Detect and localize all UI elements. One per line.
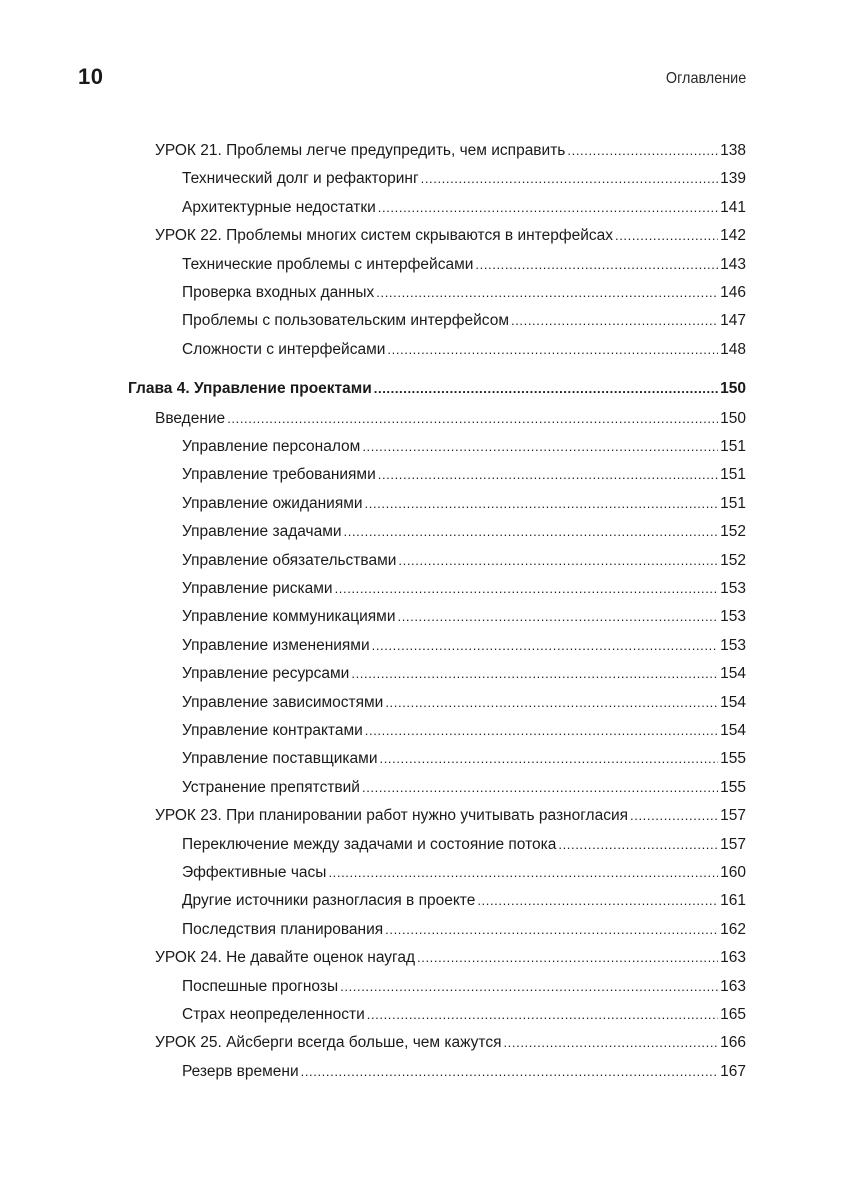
running-head: Оглавление	[665, 70, 746, 87]
toc-lesson-entry[interactable]	[155, 1029, 746, 1057]
toc-entry-title: УРОК 24. Не давайте оценок наугад	[155, 949, 416, 967]
toc-leader-dots	[301, 1058, 719, 1086]
toc-entry-page: 166	[720, 1034, 746, 1052]
toc-sub-entry[interactable]	[182, 603, 746, 631]
toc-leader-dots	[558, 831, 718, 859]
toc-sub-entry[interactable]	[182, 575, 746, 603]
toc-entry-title: Проверка входных данных	[182, 284, 375, 301]
toc-entry-page: 150	[720, 409, 746, 427]
toc-sub-entry[interactable]	[182, 916, 746, 944]
toc-sub-entry[interactable]	[182, 1001, 746, 1029]
toc-entry-page: 151	[720, 466, 746, 484]
toc-entry-title: Сложности с интерфейсами	[182, 340, 386, 358]
toc-leader-dots	[379, 745, 718, 773]
toc-entry-page: 141	[720, 198, 746, 216]
toc-leader-dots	[378, 194, 718, 222]
toc-leader-dots	[630, 802, 718, 830]
toc-entry-title: Проблемы с пользовательским интерфейсом	[182, 312, 509, 330]
toc-entry-title: Глава 4. Управление проектами	[128, 380, 372, 398]
toc-chapter-entry[interactable]	[128, 375, 746, 403]
toc-leader-dots	[372, 632, 719, 660]
toc-entry-page: 167	[720, 1062, 746, 1080]
toc-entry-page: 157	[720, 807, 746, 825]
toc-entry-page: 153	[720, 608, 746, 626]
toc-sub-entry[interactable]	[182, 461, 746, 489]
toc-entry-page: 154	[720, 693, 746, 711]
toc-lesson-entry[interactable]	[155, 944, 746, 972]
toc-entry-title: Управление поставщиками	[182, 750, 378, 768]
toc-entry-title: Управление требованиями	[182, 466, 376, 484]
toc-entry-page: 161	[720, 892, 746, 910]
toc-leader-dots	[365, 490, 719, 518]
toc-sub-entry[interactable]	[182, 973, 746, 1001]
toc-entry-page: 154	[720, 722, 746, 739]
toc-leader-dots	[567, 137, 718, 165]
toc-entry-title: УРОК 21. Проблемы легче предупредить, чем исправить	[155, 142, 566, 159]
page-number: 10	[78, 64, 104, 89]
toc-entry-page: 146	[720, 284, 746, 301]
toc-entry-page: 153	[720, 580, 746, 597]
toc-sub-entry[interactable]	[182, 251, 746, 279]
toc-entry-title: Введение	[155, 409, 226, 427]
toc-leader-dots	[385, 689, 718, 717]
toc-leader-dots	[615, 222, 718, 250]
toc-entry-page: 139	[720, 170, 746, 188]
toc-entry-title: Управление рисками	[182, 580, 333, 597]
toc-entry-title: Управление контрактами	[182, 722, 363, 739]
toc-leader-dots	[362, 433, 718, 461]
toc-leader-dots	[398, 547, 718, 575]
toc-sub-entry[interactable]	[182, 632, 746, 660]
toc-entry-title: Управление обязательствами	[182, 551, 397, 569]
toc-sub-entry[interactable]	[182, 433, 746, 461]
toc-entry-page: 142	[720, 227, 746, 245]
toc-entry-title: Архитектурные недостатки	[182, 198, 376, 216]
toc-lesson-entry[interactable]	[155, 137, 746, 165]
toc-leader-dots	[344, 518, 719, 546]
toc-entry-title: Устранение препятствий	[182, 778, 360, 796]
toc-lesson-entry[interactable]	[155, 405, 746, 433]
toc-sub-entry[interactable]	[182, 859, 746, 887]
toc-entry-title: Управление коммуникациями	[182, 608, 396, 626]
toc-sub-entry[interactable]	[182, 689, 746, 717]
toc-entry-title: Страх неопределенности	[182, 1006, 365, 1023]
toc-entry-page: 151	[720, 494, 746, 512]
toc-leader-dots	[398, 603, 719, 631]
toc-leader-dots	[227, 405, 718, 433]
toc-entry-title: Управление ресурсами	[182, 665, 350, 683]
toc-entry-title: Поспешные прогнозы	[182, 977, 339, 995]
toc-entry-title: Переключение между задачами и состояние потока	[182, 835, 557, 853]
toc-sub-entry[interactable]	[182, 490, 746, 518]
toc-sub-entry[interactable]	[182, 887, 746, 915]
toc-lesson-entry[interactable]	[155, 222, 746, 250]
toc-entry-title: Резерв времени	[182, 1062, 299, 1080]
toc-sub-entry[interactable]	[182, 660, 746, 688]
toc-entry-page: 150	[720, 380, 746, 398]
toc-entry-page: 155	[720, 778, 746, 796]
toc-leader-dots	[340, 973, 718, 1001]
toc-leader-dots	[365, 717, 718, 745]
toc-sub-entry[interactable]	[182, 165, 746, 193]
toc-entry-page: 163	[720, 977, 746, 995]
toc-entry-title: Управление задачами	[182, 523, 342, 541]
toc-leader-dots	[362, 774, 718, 802]
toc-entry-page: 151	[720, 438, 746, 455]
toc-leader-dots	[374, 375, 718, 403]
toc-sub-entry[interactable]	[182, 745, 746, 773]
toc-sub-entry[interactable]	[182, 547, 746, 575]
toc-entry-page: 138	[720, 142, 746, 159]
toc-sub-entry[interactable]	[182, 717, 746, 745]
toc-entry-title: Управление персоналом	[182, 438, 361, 455]
toc-sub-entry[interactable]	[182, 518, 746, 546]
toc-leader-dots	[387, 336, 718, 364]
toc-sub-entry[interactable]	[182, 1058, 746, 1086]
toc-leader-dots	[385, 916, 718, 944]
toc-entry-page: 163	[720, 949, 746, 967]
toc-sub-entry[interactable]	[182, 307, 746, 335]
toc-leader-dots	[376, 279, 718, 307]
toc-leader-dots	[477, 887, 718, 915]
toc-leader-dots	[475, 251, 718, 279]
toc-entry-page: 165	[720, 1006, 746, 1023]
toc-entry-title: Управление зависимостями	[182, 693, 384, 711]
toc-leader-dots	[511, 307, 718, 335]
toc-entry-page: 147	[720, 312, 746, 330]
toc-entry-title: УРОК 23. При планировании работ нужно учитывать разногласия	[155, 807, 629, 825]
toc-leader-dots	[421, 165, 719, 193]
toc-entry-title: Управление ожиданиями	[182, 494, 363, 512]
toc-entry-page: 152	[720, 551, 746, 569]
toc-entry-title: Управление изменениями	[182, 636, 370, 654]
toc-leader-dots	[417, 944, 718, 972]
toc-sub-entry[interactable]	[182, 194, 746, 222]
toc-sub-entry[interactable]	[182, 774, 746, 802]
toc-entry-page: 162	[720, 920, 746, 938]
toc-entry-page: 160	[720, 864, 746, 881]
toc-entry-title: Эффективные часы	[182, 864, 327, 881]
toc-sub-entry[interactable]	[182, 831, 746, 859]
toc-leader-dots	[367, 1001, 718, 1029]
toc-leader-dots	[378, 461, 718, 489]
toc-entry-title: Другие источники разногласия в проекте	[182, 892, 476, 910]
toc-entry-title: УРОК 22. Проблемы многих систем скрываются в интерфейсах	[155, 227, 613, 245]
toc-leader-dots	[351, 660, 718, 688]
toc-leader-dots	[503, 1029, 718, 1057]
toc-entry-title: УРОК 25. Айсберги всегда больше, чем кажутся	[155, 1034, 502, 1052]
toc-leader-dots	[328, 859, 718, 887]
toc-entry-title: Технический долг и рефакторинг	[182, 170, 419, 188]
toc-entry-page: 154	[720, 665, 746, 683]
toc-entry-page: 143	[720, 255, 746, 273]
toc-sub-entry[interactable]	[182, 279, 746, 307]
toc-entry-page: 148	[720, 340, 746, 358]
toc-entry-page: 157	[720, 835, 746, 853]
toc-lesson-entry[interactable]	[155, 802, 746, 830]
toc-sub-entry[interactable]	[182, 336, 746, 364]
toc-leader-dots	[335, 575, 719, 603]
toc-entry-title: Последствия планирования	[182, 920, 384, 938]
toc-entry-page: 155	[720, 750, 746, 768]
toc-entry-title: Технические проблемы с интерфейсами	[182, 255, 474, 273]
toc-entry-page: 152	[720, 523, 746, 541]
toc-entry-page: 153	[720, 636, 746, 654]
